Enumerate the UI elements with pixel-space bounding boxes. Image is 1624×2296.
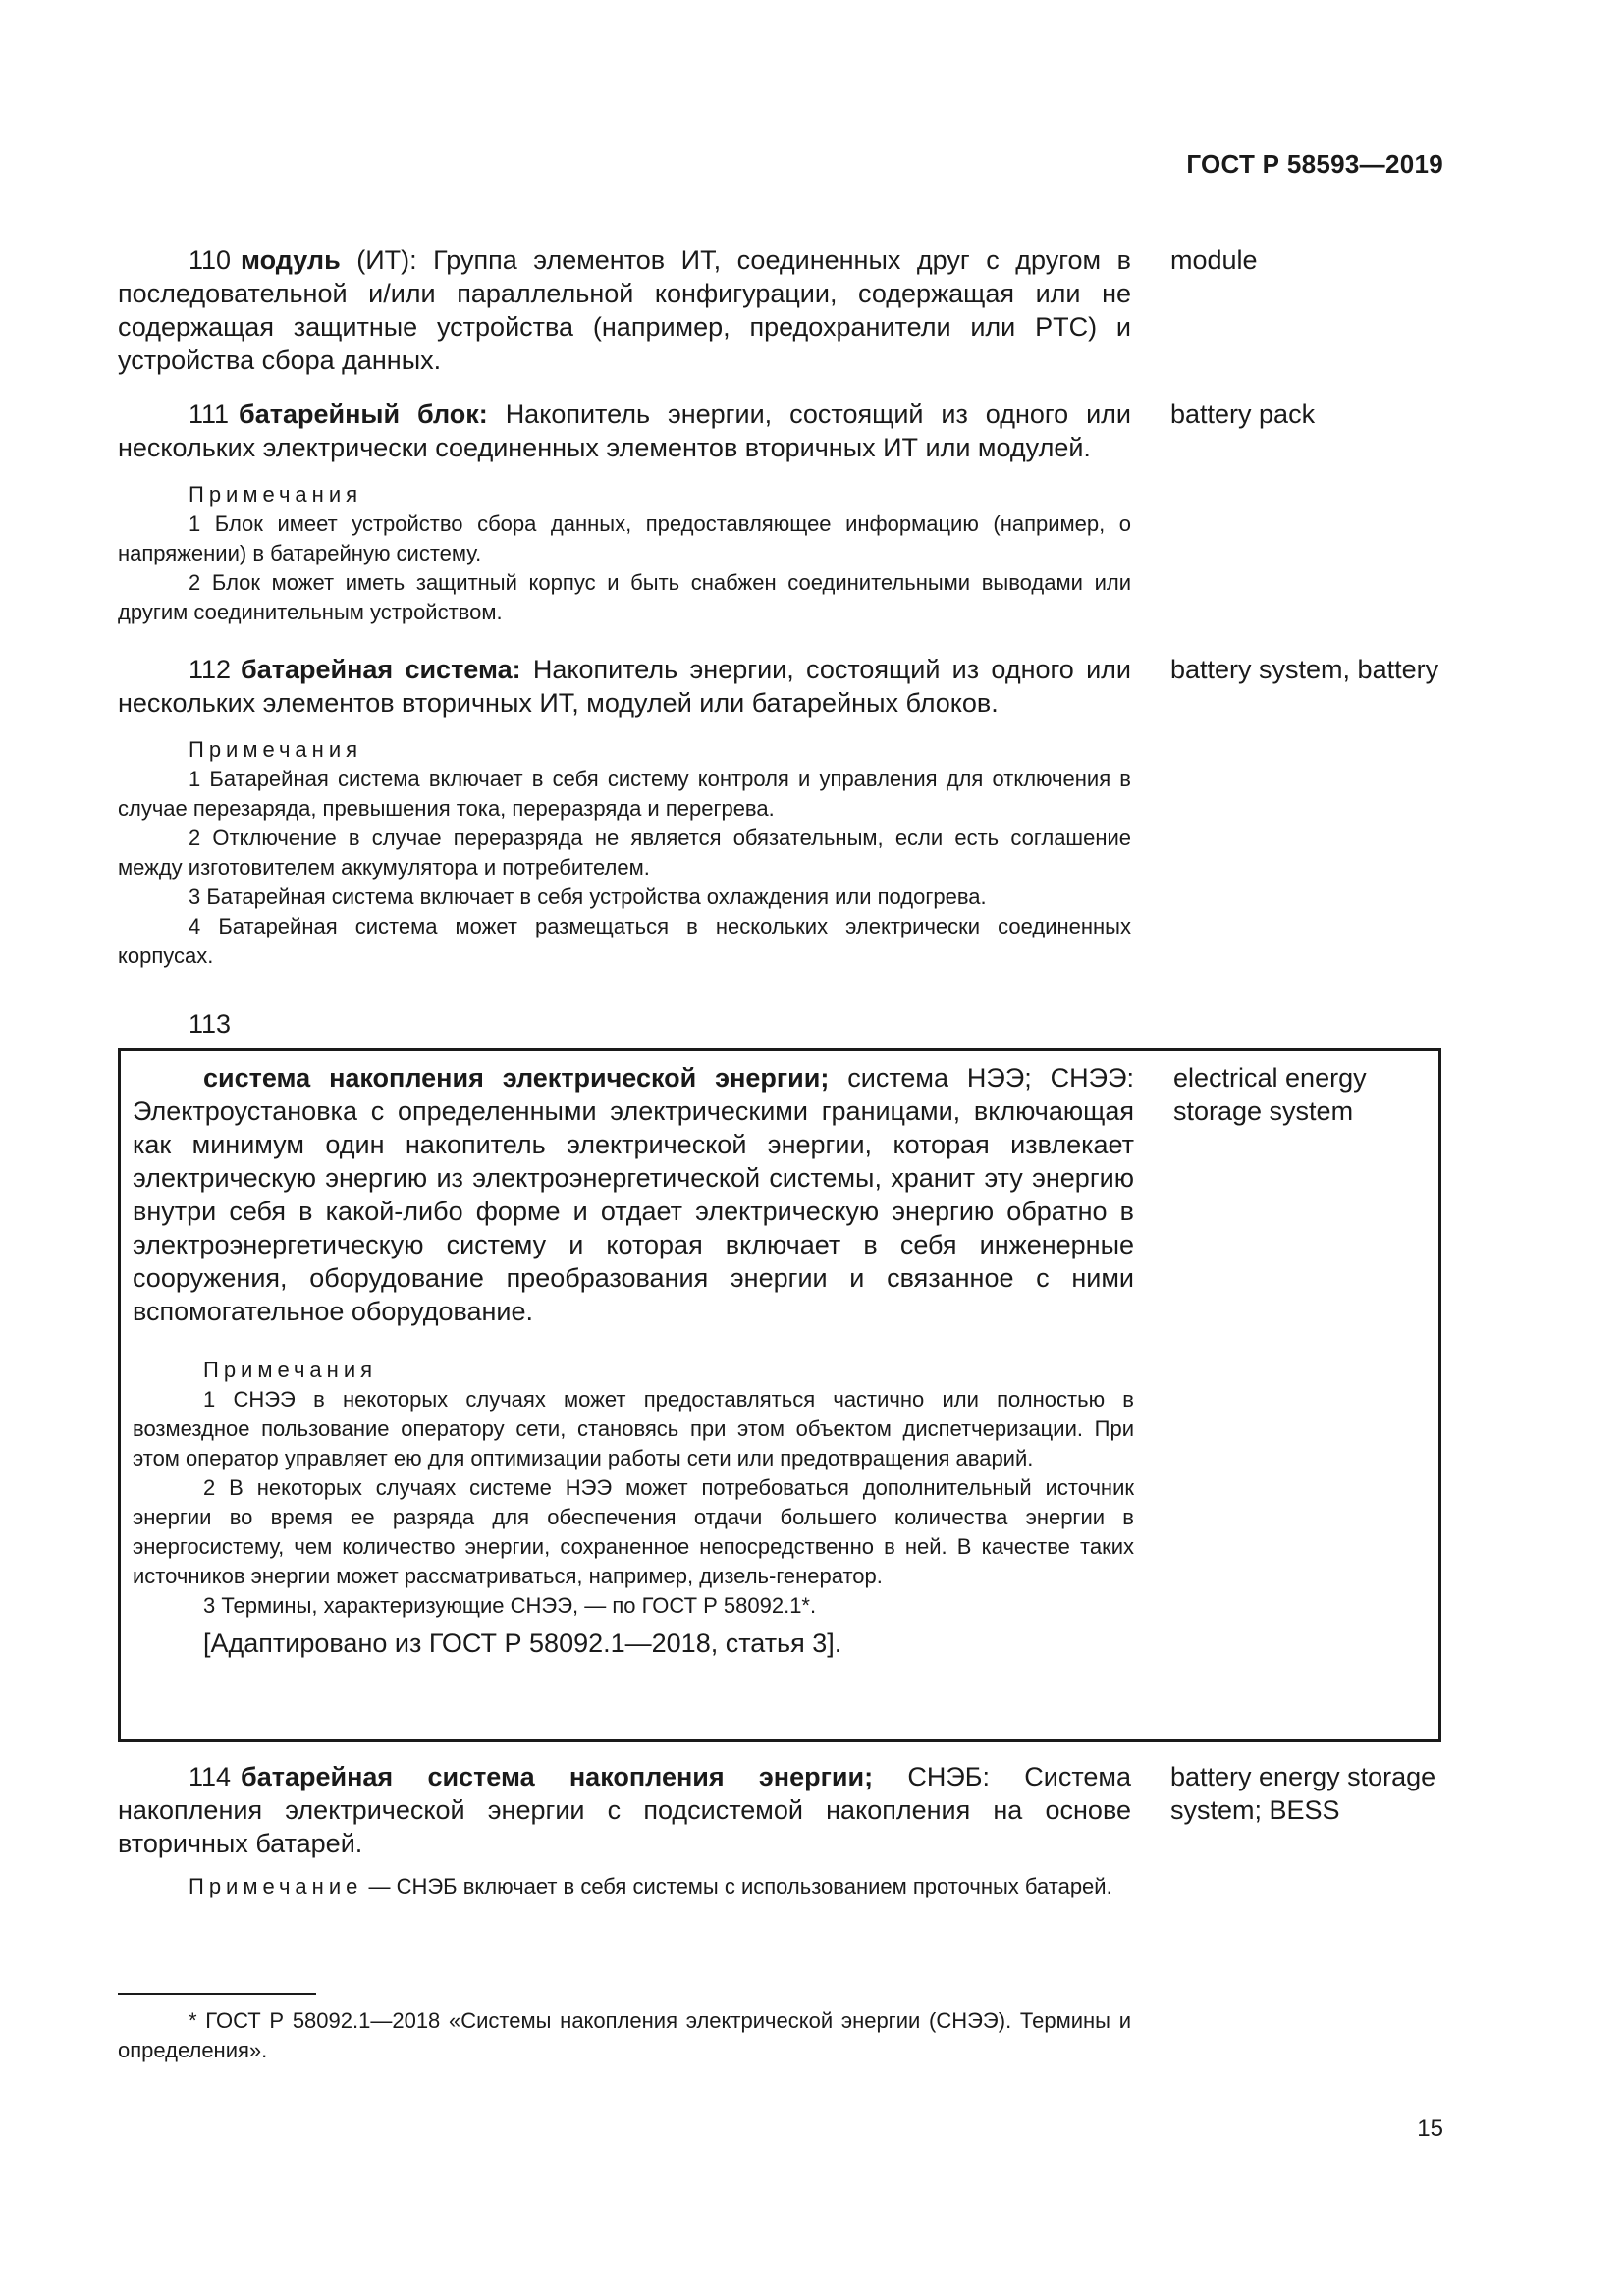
note-block [118,1872,1131,1901]
term-definition [118,398,1131,464]
term-number: 112 [189,655,232,684]
english-equivalent: battery energy storage system; BESS [1170,1762,1436,1825]
note-item: 1 Батарейная система включает в себя систему контроля и управления для отключения в случае перезаряда, превышения тока, переразряда и перегрева. [118,767,1131,821]
english-equivalent: module [1170,245,1258,275]
term-name: система накопления электрической энергии; [203,1063,830,1093]
note-item: 3 Батарейная система включает в себя устройства охлаждения или подогрева. [189,884,987,909]
note-item: 1 СНЭЭ в некоторых случаях может предоставляться частично или полностью в возмездное пользование оператору сети, становясь при этом объектом диспетчеризации. При этом оператор управляет ею для оптимизации работы сети или предотвращения аварий. [133,1387,1134,1470]
document-header: ГОСТ Р 58593—2019 [1186,149,1443,179]
english-equivalent: battery pack [1170,400,1316,429]
note-item: 1 Блок имеет устройство сбора данных, предоставляющее информацию (например, о напряжении) в батарейную систему. [118,511,1131,565]
term-name: батарейный блок: [239,400,488,429]
note-item: 4 Батарейная система может размещаться в нескольких электрически соединенных корпусах. [118,914,1131,968]
term-definition [118,1760,1131,1860]
english-equivalent: battery system, battery [1170,655,1439,684]
term-number: 113 [189,1009,232,1039]
term-name: модуль [241,245,341,275]
term-definition [133,1061,1134,1328]
term-number: 110 [189,245,232,275]
notes-title: Примечания [189,737,363,762]
page-number: 15 [1417,2115,1443,2142]
notes-block [133,1356,1134,1660]
term-name: батарейная система: [241,655,521,684]
english-equivalent: electrical energy storage system [1173,1063,1367,1126]
definition-text: система НЭЭ; СНЭЭ: Электроустановка с определенными электрическими границами, включающая как минимум один накопитель электрической энергии, которая извлекает электрическую энергию из электроэнергетической системы, хранит эту энергию внутри себя в какой-либо форме и отдает электрическую энергию обратно в электроэнергетическую систему и которая включает в себя инженерные сооружения, оборудование преобразования энергии и связанное с ними вспомогательное оборудование. [133,1063,1134,1326]
definition-text: СНЭБ: Система накопления электрической энергии с подсистемой накопления на основе вторичных батарей. [118,1762,1131,1858]
definition-text: (ИТ): Группа элементов ИТ, соединенных друг с другом в последовательной и/или параллельной конфигурации, содержащая или не содержащая защитные устройства (например, предохранители или PTC) и устройства сбора данных. [118,245,1131,375]
notes-block [118,735,1131,971]
notes-title: Примечания [203,1358,378,1382]
note-label: Примечание [189,1874,363,1898]
note-text: — СНЭБ включает в себя системы с использованием проточных батарей. [368,1874,1112,1898]
term-definition [118,243,1131,377]
term-number: 111 [189,400,230,429]
notes-title: Примечания [189,482,363,507]
note-item: 2 Отключение в случае переразряда не является обязательным, если есть соглашение между изготовителем аккумулятора и потребителем. [118,826,1131,880]
footnote-divider [118,1993,316,1995]
definition-text: Накопитель энергии, состоящий из одного или нескольких электрически соединенных элементов вторичных ИТ или модулей. [118,400,1131,462]
note-item [118,1872,1131,1901]
notes-block [118,480,1131,627]
source-reference: [Адаптировано из ГОСТ Р 58092.1—2018, статья 3]. [203,1629,842,1658]
term-number: 114 [189,1762,232,1791]
footnote: * ГОСТ Р 58092.1—2018 «Системы накопления электрической энергии (СНЭЭ). Термины и определения». [118,2008,1131,2062]
note-item: 3 Термины, характеризующие СНЭЭ, — по ГОСТ Р 58092.1*. [203,1593,817,1618]
term-definition [118,653,1131,720]
note-item: 2 Блок может иметь защитный корпус и быть снабжен соединительными выводами или другим соединительным устройством. [118,570,1131,624]
definition-text: Накопитель энергии, состоящий из одного или нескольких элементов вторичных ИТ, модулей или батарейных блоков. [118,655,1131,718]
term-name: батарейная система накопления энергии; [241,1762,874,1791]
note-item: 2 В некоторых случаях системе НЭЭ может потребоваться дополнительный источник энергии во время ее разряда для обеспечения отдачи большего количества энергии в энергосистему, чем количество энергии, сохраненное непосредственно в ней. В качестве таких источников энергии может рассматриваться, например, дизель-генератор. [133,1475,1134,1588]
term-entry-113-box [118,1048,1441,1742]
